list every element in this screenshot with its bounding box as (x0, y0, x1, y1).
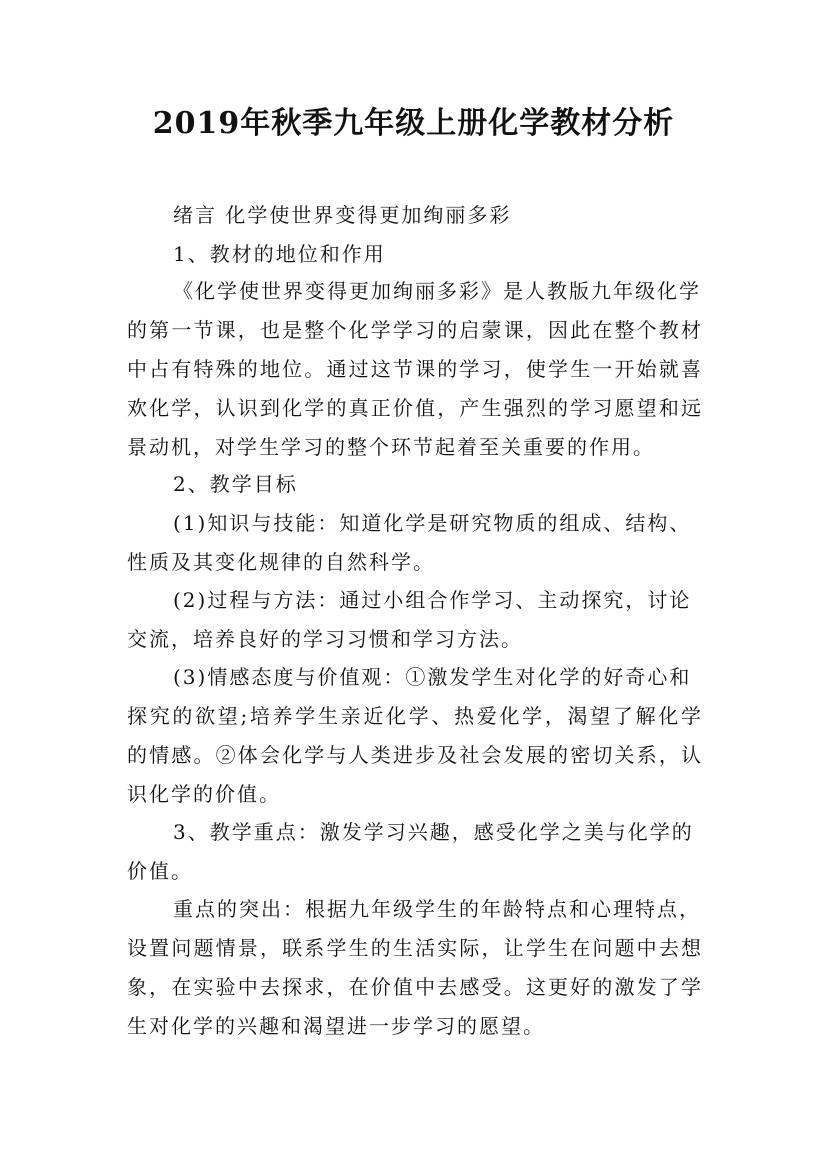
paragraph-line: (1)知识与技能：知道化学是研究物质的组成、结构、 (173, 511, 692, 535)
section-heading-intro: 绪言 化学使世界变得更加绚丽多彩 (173, 203, 512, 227)
paragraph-line: 交流，培养良好的学习习惯和学习方法。 (127, 627, 523, 651)
paragraph-line: 探究的欲望;培养学生亲近化学、热爱化学，渴望了解化学 (127, 704, 703, 728)
document-title: 2019年秋季九年级上册化学教材分析 (152, 106, 675, 141)
paragraph-line: 设置问题情景，联系学生的生活实际，让学生在问题中去想 (127, 936, 703, 960)
paragraph-line: 《化学使世界变得更加绚丽多彩》是人教版九年级化学 (173, 279, 701, 303)
paragraph-line: (3)情感态度与价值观：①激发学生对化学的好奇心和 (173, 665, 692, 689)
subsection-heading-1: 1、教材的地位和作用 (173, 242, 386, 266)
paragraph-line: 生对化学的兴趣和渴望进一步学习的愿望。 (127, 1014, 545, 1038)
subsection-heading-2: 2、教学目标 (173, 472, 298, 496)
paragraph-line: (2)过程与方法：通过小组合作学习、主动探究，讨论 (173, 588, 692, 612)
paragraph-line: 欢化学，认识到化学的真正价值，产生强烈的学习愿望和远 (127, 396, 703, 420)
paragraph-line: 3、教学重点：激发学习兴趣，感受化学之美与化学的 (173, 820, 694, 844)
paragraph-line: 价值。 (127, 859, 193, 883)
paragraph-line: 识化学的价值。 (127, 782, 281, 806)
paragraph-line: 中占有特殊的地位。通过这节课的学习，使学生一开始就喜 (127, 357, 703, 381)
paragraph-line: 的第一节课，也是整个化学学习的启蒙课，因此在整个教材 (127, 318, 703, 342)
paragraph-line: 的情感。②体会化学与人类进步及社会发展的密切关系，认 (127, 743, 703, 767)
paragraph-line: 性质及其变化规律的自然科学。 (127, 550, 435, 574)
paragraph-line: 重点的突出：根据九年级学生的年龄特点和心理特点， (173, 897, 701, 921)
paragraph-line: 象，在实验中去探求，在价值中去感受。这更好的激发了学 (127, 975, 703, 999)
paragraph-line: 景动机，对学生学习的整个环节起着至关重要的作用。 (127, 435, 655, 459)
